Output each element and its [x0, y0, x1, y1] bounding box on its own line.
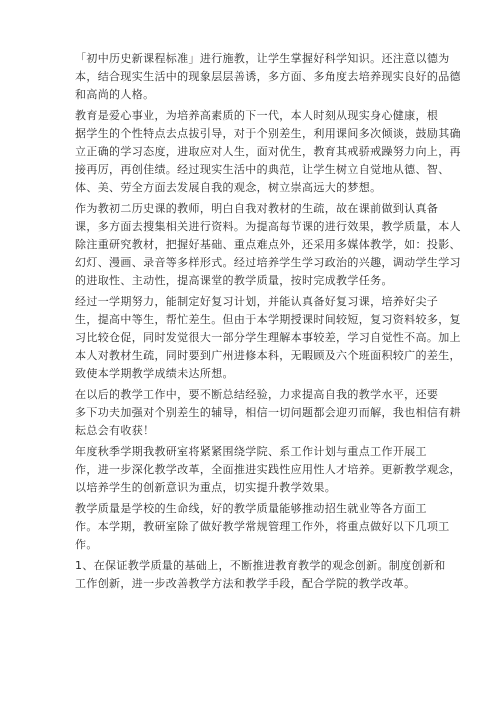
- text-line: 耘总会有收获！: [75, 424, 155, 437]
- text-line: 1、在保证教学质量的基础上，不断推进教育教学的观念创新。制度创新和: [75, 559, 446, 572]
- paragraph-1: [75, 50, 461, 104]
- paragraph-5: [75, 386, 461, 440]
- text-line: 在以后的教学工作中，要不断总结经验，力求提高自我的教学水平，还要: [75, 388, 439, 401]
- text-line: 接再厉，再创佳绩。经过现实生活中的典范，让学生树立自觉地从德、智、: [75, 163, 450, 176]
- text-line: 教育是爱心事业，为培养高素质的下一代，本人时刻从现实身心健康，根: [75, 109, 439, 122]
- text-line: 本人对教材生疏，同时要到广州进修本科，无暇顾及六个班面积较广的差生，: [75, 349, 461, 362]
- paragraph-8: [75, 557, 446, 593]
- text-line: 的进取性、主动性，提高课堂的教学质量，按时完成教学任务。: [75, 274, 393, 287]
- text-line: 据学生的个性特点去点拔引导，对于个别差生，利用课间多次倾谈，鼓励其确: [75, 127, 461, 140]
- text-line: 工作创新，进一步改善教学方法和教学手段，配合学院的教学改革。: [75, 577, 416, 590]
- text-line: 幻灯、漫画、录音等多样形式。经过培养学生学习政治的兴趣，调动学生学习: [75, 256, 461, 269]
- text-line: 作为教初二历史课的教师，明白自我对教材的生疏，故在课前做到认真备: [75, 202, 439, 215]
- text-line: 「初中历史新课程标准」进行施教，让学生掌握好科学知识。还注意以德为: [75, 52, 450, 65]
- text-line: 多下功夫加强对个别差生的辅导，相信一切问题都会迎刃而解，我也相信有耕: [75, 406, 461, 419]
- text-line: 年度秋季学期我教研室将紧紧围绕学院、系工作计划与重点工作开展工: [75, 445, 427, 458]
- text-line: 生，提高中等生，帮忙差生。但由于本学期授课时间较短，复习资料较多，复: [75, 313, 461, 326]
- text-line: 本，结合现实生活中的现象层层善诱，多方面、多角度去培养现实良好的品德: [75, 70, 461, 83]
- text-line: 作。本学期，教研室除了做好教学常规管理工作外，将重点做好以下几项工: [75, 520, 450, 533]
- text-line: 体、美、劳全方面去发展自我的观念，树立崇高远大的梦想。: [75, 181, 382, 194]
- text-line: 课，多方面去搜集相关进行资料。为提高每节课的进行效果，教学质量，本人: [75, 220, 461, 233]
- paragraph-3: [75, 200, 461, 290]
- text-line: 作。: [75, 538, 98, 551]
- text-line: 致使本学期教学成绩未达所想。: [75, 367, 234, 380]
- paragraph-6: [75, 443, 461, 497]
- text-line: 和高尚的人格。: [75, 88, 155, 101]
- text-line: 立正确的学习态度，进取应对人生，面对优生，教育其戒骄戒躁努力向上，再: [75, 145, 461, 158]
- text-line: 经过一学期努力，能制定好复习计划，并能认真备好复习课，培养好尖子: [75, 295, 439, 308]
- document-page: [75, 50, 461, 593]
- text-line: 教学质量是学校的生命线，好的教学质量能够推动招生就业等各方面工: [75, 502, 427, 515]
- text-line: 习比较仓促，同时发觉很大一部分学生理解本事较差，学习自觉性不高。加上: [75, 331, 461, 344]
- text-line: 除注重研究教材，把握好基础、重点难点外，还采用多媒体教学，如：投影、: [75, 238, 461, 251]
- text-line: 以培养学生的创新意识为重点，切实提升教学效果。: [75, 481, 337, 494]
- paragraph-4: [75, 293, 461, 383]
- paragraph-7: [75, 500, 450, 554]
- paragraph-2: [75, 107, 461, 197]
- text-line: 作，进一步深化教学改革，全面推进实践性应用性人才培养。更新教学观念，: [75, 463, 461, 476]
